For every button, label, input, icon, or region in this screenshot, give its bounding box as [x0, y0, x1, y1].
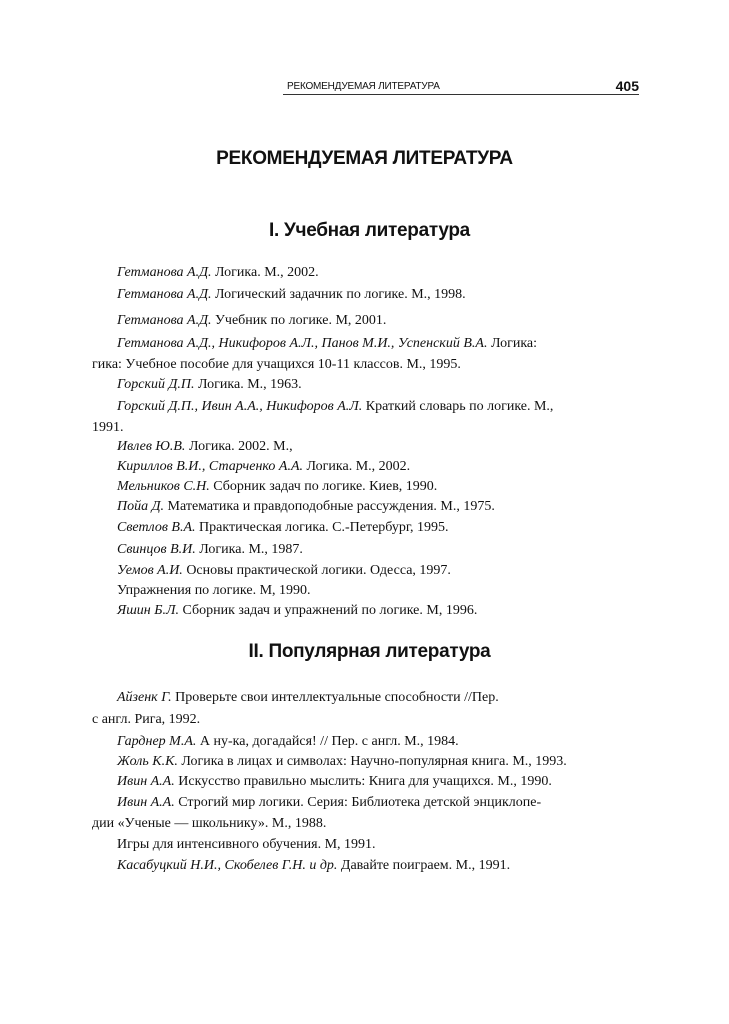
bibliography-entry: [117, 836, 376, 854]
bibliography-entry: [92, 815, 326, 833]
entry-author: Ивин А.А.: [117, 795, 175, 810]
entry-author: Касабуцкий Н.И., Скобелев Г.Н. и др.: [117, 858, 338, 873]
bibliography-entry: [117, 458, 410, 476]
running-head: [283, 78, 639, 95]
bibliography-entry: [117, 562, 451, 580]
bibliography-entry: [92, 356, 461, 374]
entry-text: Сборник задач и упражнений по логике. М, 1996.: [182, 603, 478, 618]
entry-text: Логика. 2002. М.,: [188, 439, 293, 454]
entry-text: Сборник задач по логике. Киев, 1990.: [213, 479, 438, 494]
bibliography-entry: [117, 478, 437, 496]
bibliography-entry: [117, 794, 541, 812]
main-title: РЕКОМЕНДУЕМАЯ ЛИТЕРАТУРА: [216, 148, 513, 169]
running-head-title: РЕКОМЕНДУЕМАЯ ЛИТЕРАТУРА: [287, 81, 440, 92]
bibliography-entry: [92, 419, 124, 437]
bibliography-entry: [117, 376, 302, 394]
entry-text: Искусство правильно мыслить: Книга для учащихся. М., 1990.: [178, 774, 552, 789]
entry-author: Жоль К.К.: [117, 754, 178, 769]
entry-text: Учебник по логике. М, 2001.: [215, 313, 387, 328]
entry-text: Проверьте свои интеллектуальные способности //Пер.: [175, 690, 499, 705]
entry-author: Горский Д.П.: [117, 377, 195, 392]
entry-text: Логика. М., 2002.: [306, 459, 411, 474]
entry-author: Ивин А.А.: [117, 774, 175, 789]
entry-text: Краткий словарь по логике. М.,: [365, 399, 554, 414]
entry-text: дии «Ученые — школьнику». М., 1988.: [92, 816, 327, 831]
entry-text: Логика. М., 1963.: [198, 377, 302, 392]
entry-author: Гетманова А.Д.: [117, 265, 212, 280]
entry-author: Гарднер М.А.: [117, 734, 197, 749]
entry-text: Логика. М., 2002.: [215, 265, 319, 280]
entry-author: Мельников С.Н.: [117, 479, 210, 494]
section-title-educational: I. Учебная литература: [269, 220, 470, 241]
entry-author: Горский Д.П., Ивин А.А., Никифоров А.Л.: [117, 399, 363, 414]
bibliography-entry: [117, 498, 495, 516]
entry-author: Свинцов В.И.: [117, 542, 196, 557]
entry-text: Строгий мир логики. Серия: Библиотека детской энциклопе-: [178, 795, 542, 810]
entry-author: Айзенк Г.: [117, 690, 172, 705]
entry-text: А ну-ка, догадайся! // Пер. с англ. М., 1984.: [199, 734, 459, 749]
entry-text: Игры для интенсивного обучения. М, 1991.: [117, 837, 376, 852]
section-title-popular: II. Популярная литература: [248, 641, 491, 662]
entry-text: Упражнения по логике. М, 1990.: [117, 583, 311, 598]
entry-text: Логика. М., 1987.: [199, 542, 303, 557]
entry-author: Гетманова А.Д.: [117, 287, 212, 302]
bibliography-entry: [117, 773, 552, 791]
entry-author: Светлов В.А.: [117, 520, 196, 535]
bibliography-entry: [117, 541, 303, 559]
entry-text: Основы практической логики. Одесса, 1997.: [186, 563, 451, 578]
entry-text: 1991.: [92, 420, 124, 435]
entry-author: Кириллов В.И., Старченко А.А.: [117, 459, 304, 474]
entry-author: Гетманова А.Д., Никифоров А.Л., Панов М.И., Успенский В.А.: [117, 336, 488, 351]
bibliography-entry: [117, 312, 386, 330]
entry-author: Пойа Д.: [117, 499, 165, 514]
entry-author: Ивлев Ю.В.: [117, 439, 186, 454]
entry-author: Яшин Б.Л.: [117, 603, 179, 618]
entry-text: Практическая логика. С.-Петербург, 1995.: [199, 520, 449, 535]
bibliography-entry: [117, 857, 510, 875]
page-number: 405: [615, 78, 639, 94]
entry-author: Уемов А.И.: [117, 563, 183, 578]
entry-text: с англ. Рига, 1992.: [92, 712, 201, 727]
entry-text: Логический задачник по логике. М., 1998.: [215, 287, 466, 302]
bibliography-entry: [117, 264, 319, 282]
entry-text: Логика в лицах и символах: Научно-популярная книга. М., 1993.: [181, 754, 567, 769]
bibliography-entry: [117, 398, 553, 416]
bibliography-entry: [117, 753, 567, 771]
bibliography-entry: [117, 733, 459, 751]
bibliography-entry: [117, 286, 466, 304]
entry-text: Логика:: [490, 336, 538, 351]
entry-author: Гетманова А.Д.: [117, 313, 212, 328]
bibliography-entry: [117, 519, 449, 537]
bibliography-entry: [117, 582, 311, 600]
bibliography-entry: [117, 438, 293, 456]
entry-text: гика: Учебное пособие для учащихся 10-11 классов. М., 1995.: [92, 357, 461, 372]
bibliography-entry: [92, 711, 200, 729]
bibliography-entry: [117, 335, 537, 353]
entry-text: Математика и правдоподобные рассуждения. М., 1975.: [167, 499, 495, 514]
bibliography-entry: [117, 689, 499, 707]
entry-text: Давайте поиграем. М., 1991.: [340, 858, 511, 873]
bibliography-entry: [117, 602, 477, 620]
